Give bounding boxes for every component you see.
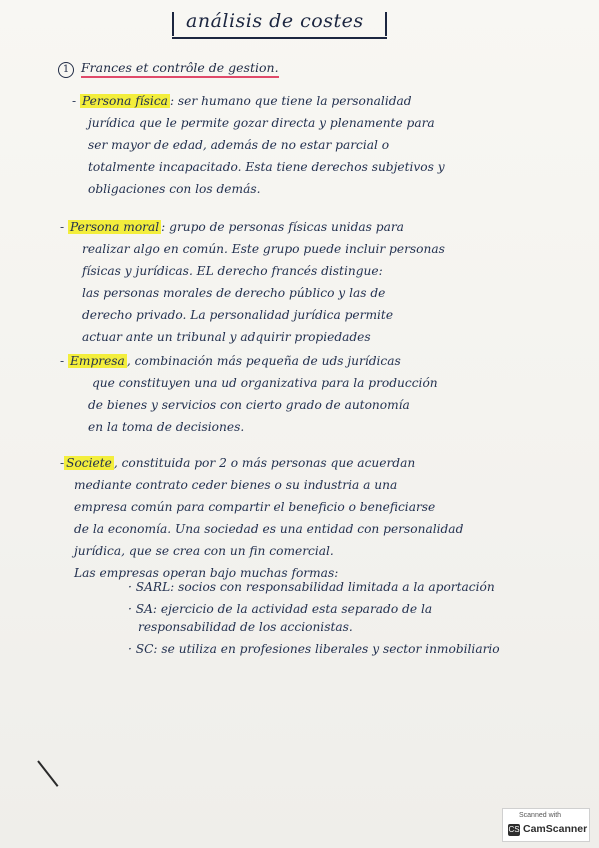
- definition-persona-fisica: [72, 90, 445, 200]
- camscanner-logo-icon: CS: [508, 825, 520, 834]
- camscanner-watermark: [502, 808, 590, 842]
- title-left-bar: [172, 12, 174, 36]
- definition-text: , combinación más pequeña de uds jurídicas: [126, 354, 401, 368]
- highlighted-term: Persona física: [82, 94, 168, 108]
- definition-line: las personas morales de derecho público y las de: [82, 286, 386, 300]
- definition-line: físicas y jurídicas. EL derecho francés distingue:: [82, 264, 383, 278]
- title-right-bar: [385, 12, 387, 36]
- definition-first-line: - Empresa , combinación más pequeña de uds jurídicas: [60, 354, 401, 368]
- definition-first-line: - Societe , constituida por 2 o más personas que acuerdan: [60, 456, 416, 470]
- list-item-sc: · SC: se utiliza en profesiones liberales y sector inmobiliario: [128, 642, 500, 656]
- page-title: análisis de costes: [186, 10, 364, 32]
- section-heading: [58, 60, 279, 78]
- heading-number-circle: 1: [58, 62, 74, 78]
- title-underline: [172, 37, 387, 39]
- definition-empresa: [60, 350, 438, 438]
- definition-persona-moral: [60, 216, 445, 348]
- list-item-sarl: · SARL: socios con responsabilidad limitada a la aportación: [128, 580, 495, 594]
- definition-text: : grupo de personas físicas unidas para: [161, 220, 404, 234]
- definition-line: ser mayor de edad, además de no estar parcial o: [88, 138, 390, 152]
- definition-line: que constituyen una ud organizativa para la producción: [92, 376, 438, 390]
- camscanner-name: CamScanner: [523, 823, 588, 835]
- definition-line: jurídica, que se crea con un fin comercial.: [74, 544, 334, 558]
- scanned-with-label: Scanned with: [519, 812, 562, 819]
- highlighted-term: Empresa: [70, 354, 125, 368]
- definition-line: mediante contrato ceder bienes o su industria a una: [74, 478, 398, 492]
- definition-line: totalmente incapacitado. Esta tiene derechos subjetivos y: [88, 160, 445, 174]
- definition-line: derecho privado. La personalidad jurídica permite: [82, 308, 394, 322]
- heading-text: Frances et contrôle de gestion.: [81, 60, 279, 78]
- definition-text: : ser humano que tiene la personalidad: [169, 94, 412, 108]
- highlighted-term: Societe: [66, 456, 112, 470]
- definition-line: en la toma de decisiones.: [88, 420, 245, 434]
- definition-text: , constituida por 2 o más personas que acuerdan: [113, 456, 416, 470]
- definition-line: empresa común para compartir el beneficio o beneficiarse: [74, 500, 436, 514]
- definition-line: Las empresas operan bajo muchas formas:: [74, 566, 339, 580]
- pen-stroke-mark: [37, 760, 58, 786]
- definition-line: realizar algo en común. Este grupo puede incluir personas: [82, 242, 445, 256]
- page-title-box: [172, 6, 387, 40]
- list-item-sa: · SA: ejercicio de la actividad esta separado de la: [128, 602, 433, 616]
- definition-line: obligaciones con los demás.: [88, 182, 261, 196]
- definition-line: de la economía. Una sociedad es una entidad con personalidad: [74, 522, 464, 536]
- definition-first-line: - Persona física : ser humano que tiene la personalidad: [72, 94, 412, 108]
- definition-line: de bienes y servicios con cierto grado de autonomía: [88, 398, 410, 412]
- definition-first-line: - Persona moral : grupo de personas físicas unidas para: [60, 220, 404, 234]
- list-item-sa-continued: responsabilidad de los accionistas.: [138, 620, 353, 634]
- definition-line: jurídica que le permite gozar directa y plenamente para: [88, 116, 435, 130]
- definition-line: actuar ante un tribunal y adquirir propiedades: [82, 330, 371, 344]
- highlighted-term: Persona moral: [70, 220, 160, 234]
- definition-societe: [60, 452, 463, 584]
